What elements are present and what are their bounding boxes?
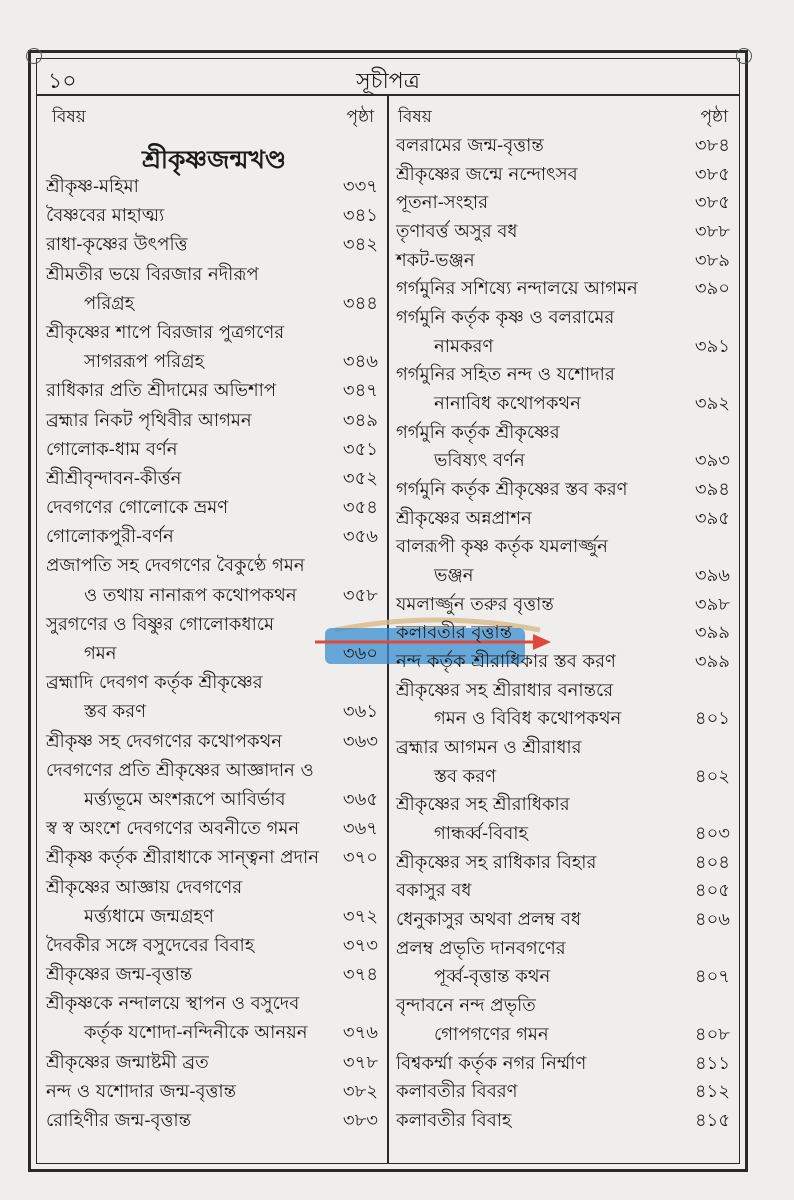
toc-entry-title: শ্রীকৃষ্ণের জন্মাষ্টমী ব্রত (46, 1051, 209, 1073)
toc-entry (46, 1108, 378, 1134)
toc-entry (46, 583, 378, 609)
toc-entry-page: ৩৯৩ (694, 450, 730, 472)
toc-entry-page: ৩৬৭ (342, 818, 378, 840)
toc-entry-title: শ্রীকৃষ্ণের আজ্ঞায় দেবগণের (46, 876, 243, 898)
toc-entry (396, 878, 730, 904)
toc-entry (396, 1022, 730, 1048)
toc-entry-page: ৩৯১ (694, 335, 730, 357)
toc-entry (396, 592, 730, 618)
toc-entry-page: ৩৬০ (342, 643, 378, 664)
toc-entry (396, 477, 730, 503)
left-toc-column (46, 174, 378, 1134)
toc-entry (46, 291, 378, 317)
toc-entry-title: সাগররূপ পরিগ্রহ (84, 351, 205, 373)
toc-entry-title: শ্রীকৃষ্ণের সহ রাধিকার বিহার (396, 851, 597, 873)
toc-entry (396, 936, 730, 962)
toc-entry-title: নামকরণ (434, 335, 494, 357)
toc-entry-title: বৃন্দাবনে নন্দ প্রভৃতি (396, 995, 536, 1017)
toc-entry (46, 1079, 378, 1105)
toc-entry (396, 850, 730, 876)
toc-entry (46, 203, 378, 229)
right-toc-column (396, 133, 730, 1134)
toc-entry-title: ব্রহ্মাদি দেবগণ কর্তৃক শ্রীকৃষ্ণের (46, 672, 263, 694)
toc-entry (396, 219, 730, 245)
toc-entry-page: ৩৯৮ (694, 593, 730, 615)
toc-entry-title: শ্রীকৃষ্ণের সহ শ্রীরাধিকার (396, 794, 570, 816)
toc-entry-title: পূর্ব্ব-বৃত্তান্ত কথন (434, 966, 551, 988)
page-header (36, 58, 740, 96)
toc-entry-title: প্রজাপতি সহ দেবগণের বৈকুণ্ঠে গমন (46, 555, 305, 577)
toc-entry-title: শ্রীশ্রীবৃন্দাবন-কীর্ত্তন (46, 467, 182, 489)
toc-entry-title: বিশ্বকর্ম্মা কর্তৃক নগর নির্ম্মাণ (396, 1052, 587, 1074)
toc-entry-title: পরিগ্রহ (84, 292, 135, 314)
toc-entry-title: নন্দ ও যশোদার জন্ম-বৃত্তান্ত (46, 1080, 236, 1102)
toc-entry-page: ৩৪৬ (342, 351, 378, 373)
toc-entry (396, 362, 730, 388)
toc-entry-title: শ্রীকৃষ্ণ সহ দেবগণের কথোপকথন (46, 730, 282, 752)
toc-entry-page: ৩৭৬ (342, 1022, 378, 1044)
toc-entry-title: ব্রহ্মার আগমন ও শ্রীরাধার (396, 737, 582, 759)
toc-entry-page: ৩৮৩ (342, 1110, 378, 1131)
toc-entry-title: গোপগণের গমন (434, 1023, 549, 1045)
toc-entry (46, 174, 378, 200)
toc-entry-title: নন্দ কর্তৃক শ্রীরাধিকার স্তব করণ (396, 651, 616, 673)
toc-entry-page: ৪০৪ (694, 851, 730, 873)
toc-entry (396, 190, 730, 216)
toc-entry (46, 495, 378, 521)
toc-entry (396, 907, 730, 933)
toc-entry-page: ৪০৬ (694, 909, 730, 931)
toc-entry-page: ৩৪২ (342, 234, 378, 256)
toc-entry-title: ধেনুকাসুর অথবা প্রলম্ব বধ (396, 909, 581, 931)
toc-entry (396, 162, 730, 188)
toc-entry (46, 437, 378, 463)
toc-entry-page: ৩৫৪ (342, 497, 378, 519)
toc-entry-title: ভবিষ্যৎ বর্ণন (434, 450, 525, 472)
toc-entry-page: ৩৭৮ (342, 1051, 378, 1073)
toc-entry (46, 378, 378, 404)
toc-entry (396, 1079, 730, 1105)
toc-entry (46, 845, 378, 871)
toc-entry-title: শ্রীকৃষ্ণের জন্মে নন্দোৎসব (396, 163, 578, 185)
toc-entry (46, 875, 378, 901)
toc-entry-title: ব্রহ্মার নিকট পৃথিবীর আগমন (46, 409, 252, 431)
toc-entry (396, 133, 730, 159)
toc-entry (46, 991, 378, 1017)
toc-entry-page: ৪০৩ (694, 823, 730, 845)
toc-entry-title: ভঞ্জন (434, 565, 474, 587)
toc-entry (396, 534, 730, 560)
toc-entry-page: ৩৪৭ (342, 380, 378, 402)
toc-entry (46, 349, 378, 375)
toc-entry-page: ৩৭০ (342, 847, 378, 869)
toc-entry-title: গোলোক-ধাম বর্ণন (46, 438, 178, 460)
toc-entry-title: নানাবিধ কথোপকথন (434, 393, 581, 415)
toc-entry (46, 262, 378, 288)
toc-entry (46, 612, 378, 638)
toc-entry (46, 787, 378, 813)
toc-entry-page: ৩৬৫ (342, 788, 378, 810)
toc-entry-page: ৩৮৫ (694, 192, 730, 214)
toc-entry-title: শকট-ভঞ্জন (396, 249, 475, 271)
toc-entry-page: ৩৮৫ (694, 163, 730, 185)
toc-entry-page: ৩৮৮ (694, 221, 730, 243)
toc-entry-title: গমন (84, 643, 117, 664)
toc-entry-title: বালরূপী কৃষ্ণ কর্তৃক যমলার্জ্জুন (396, 536, 608, 558)
toc-entry (46, 466, 378, 492)
toc-entry (46, 553, 378, 579)
toc-entry-title: গোলোকপুরী-বর্ণন (46, 526, 174, 548)
toc-entry-title: গর্গমুনি কর্তৃক শ্রীকৃষ্ণের স্তব করণ (396, 479, 628, 501)
toc-entry-page: ৩৮২ (342, 1080, 378, 1102)
right-column-header (398, 104, 728, 132)
toc-entry-title: শ্রীকৃষ্ণের শাপে বিরজার পুত্রগণের (46, 321, 285, 343)
toc-entry (46, 670, 378, 696)
toc-entry (46, 320, 378, 346)
toc-entry (396, 391, 730, 417)
toc-entry-title: দেবগণের প্রতি শ্রীকৃষ্ণের আজ্ঞাদান ও (46, 759, 314, 781)
toc-entry-title: গমন ও বিবিধ কথোপকথন (434, 708, 622, 730)
toc-entry-title: মর্ত্ত্যভূমে অংশরূপে আবির্ভাব (84, 788, 286, 810)
toc-entry (46, 758, 378, 784)
toc-entry-page: ৩৬১ (342, 701, 378, 723)
toc-entry (46, 816, 378, 842)
toc-entry-title: রাধিকার প্রতি শ্রীদামের অভিশাপ (46, 380, 277, 402)
toc-entry-title: গর্গমুনি কর্তৃক কৃষ্ণ ও বলরামের (396, 307, 615, 329)
toc-entry-page: ৩৪৯ (342, 409, 378, 431)
toc-entry-page: ৩৪৪ (342, 292, 378, 314)
toc-entry-page: ৩৫৬ (342, 526, 378, 548)
toc-entry-title: শ্রীকৃষ্ণকে নন্দালয়ে স্থাপন ও বসুদেব (46, 993, 300, 1015)
toc-entry-title: কলাবতীর বৃত্তান্ত (396, 622, 513, 644)
page-heading: পৃষ্ঠা (346, 107, 374, 127)
toc-entry (396, 620, 730, 646)
toc-entry-title: কলাবতীর বিবাহ (396, 1109, 512, 1131)
toc-entry-page: ৪১১ (694, 1052, 730, 1074)
toc-entry-page: ৩৫৮ (342, 584, 378, 606)
toc-entry-page: ৪১৫ (694, 1109, 730, 1131)
toc-entry-title: পূতনা-সংহার (396, 192, 488, 214)
toc-entry (396, 764, 730, 790)
toc-entry (396, 305, 730, 331)
toc-entry-page: ৩৯৬ (694, 565, 730, 587)
toc-entry-title: কর্তৃক যশোদা-নন্দিনীকে আনয়ন (84, 1022, 308, 1044)
toc-entry-page: ৩৫২ (342, 467, 378, 489)
toc-entry-page: ৩৮৯ (694, 249, 730, 271)
toc-entry-page: ৪১২ (694, 1081, 730, 1103)
toc-entry (46, 962, 378, 988)
toc-entry (396, 993, 730, 1019)
toc-entry (396, 1108, 730, 1134)
toc-entry-title: দৈবকীর সঙ্গে বসুদেবের বিবাহ (46, 934, 255, 956)
toc-entry-page: ৩৯২ (694, 393, 730, 415)
page-heading: পৃষ্ঠা (700, 107, 728, 127)
toc-entry-title: বলরামের জন্ম-বৃত্তান্ত (396, 135, 544, 156)
toc-entry-title: শ্রীকৃষ্ণ কর্তৃক শ্রীরাধাকে সান্ত্বনা প্রদান (46, 847, 319, 869)
section-title: শ্রীকৃষ্ণজন্মখণ্ড (141, 145, 287, 174)
toc-entry-page: ৩৯৫ (694, 507, 730, 529)
toc-entry (46, 408, 378, 434)
page-number: ১০ (48, 69, 77, 94)
toc-entry (46, 1050, 378, 1076)
toc-entry (396, 792, 730, 818)
toc-entry (396, 678, 730, 704)
toc-entry (46, 641, 378, 667)
toc-entry-title: স্তব করণ (84, 701, 147, 723)
toc-entry-title: ও তথায় নানারূপ কথোপকথন (84, 584, 297, 606)
toc-entry-page: ৩৯৯ (694, 651, 730, 673)
toc-entry-title: স্ব স্ব অংশে দেবগণের অবনীতে গমন (46, 818, 300, 840)
toc-entry-title: গর্গমুনি কর্তৃক শ্রীকৃষ্ণের (396, 421, 560, 443)
toc-entry-title: কলাবতীর বিবরণ (396, 1081, 518, 1103)
toc-entry (46, 699, 378, 725)
toc-entry (396, 735, 730, 761)
toc-entry-title: তৃণাবর্ত্ত অসুর বধ (396, 221, 518, 243)
toc-entry-title: শ্রীমতীর ভয়ে বিরজার নদীরূপ (46, 263, 259, 285)
left-column-header (52, 104, 374, 132)
toc-entry-title: শ্রীকৃষ্ণের সহ শ্রীরাধার বনান্তরে (396, 679, 614, 701)
toc-entry (396, 706, 730, 732)
toc-entry-page: ৪০৭ (694, 966, 730, 988)
toc-entry-title: বৈষ্ণবের মাহাত্ম্য (46, 205, 165, 227)
toc-entry (396, 649, 730, 675)
toc-entry-title: শ্রীকৃষ্ণের জন্ম-বৃত্তান্ত (46, 964, 193, 986)
toc-entry-title: গর্গমুনির সহিত নন্দ ও যশোদার (396, 364, 615, 386)
toc-entry-page: ৪০৮ (694, 1023, 730, 1045)
toc-entry (396, 448, 730, 474)
toc-entry (46, 232, 378, 258)
toc-entry-page: ৪০৫ (694, 880, 730, 902)
toc-entry-page: ৪০১ (694, 708, 730, 730)
toc-entry-page: ৩৯৯ (694, 622, 730, 644)
toc-entry-title: গান্ধর্ব্ব-বিবাহ (434, 823, 528, 845)
subject-heading: বিষয় (52, 107, 86, 127)
toc-entry (46, 1020, 378, 1046)
toc-entry (396, 248, 730, 274)
toc-entry (396, 506, 730, 532)
toc-entry (396, 420, 730, 446)
toc-entry (396, 563, 730, 589)
toc-entry-page: ৩৩৭ (342, 176, 378, 197)
toc-entry-title: বকাসুর বধ (396, 880, 472, 902)
toc-entry-page: ৩৯০ (694, 278, 730, 300)
toc-entry-title: রোহিণীর জন্ম-বৃত্তান্ত (46, 1110, 192, 1131)
toc-entry-page: ৩৭৪ (342, 964, 378, 986)
toc-entry (46, 729, 378, 755)
toc-entry (46, 524, 378, 550)
toc-entry (396, 964, 730, 990)
toc-entry-page: ৩৮৪ (694, 135, 730, 156)
toc-entry-page: ৩৬৩ (342, 730, 378, 752)
toc-entry-title: মর্ত্ত্যধামে জন্মগ্রহণ (84, 905, 214, 927)
page-title: সূচীপত্র (356, 69, 420, 94)
toc-entry-title: শ্রীকৃষ্ণের অন্নপ্রাশন (396, 507, 532, 529)
toc-entry-page: ৩৭৩ (342, 934, 378, 956)
toc-entry-title: স্তব করণ (434, 765, 497, 787)
toc-entry-title: রাধা-কৃষ্ণের উৎপত্তি (46, 234, 188, 256)
toc-entry (396, 334, 730, 360)
subject-heading: বিষয় (398, 107, 432, 127)
toc-entry-title: সুরগণের ও বিষ্ণুর গোলোকধামে (46, 613, 275, 635)
toc-entry-page: ৩৪১ (342, 205, 378, 227)
toc-entry (46, 904, 378, 930)
toc-entry-page: ৩৭২ (342, 905, 378, 927)
toc-entry-page: ৪০২ (694, 765, 730, 787)
toc-entry (396, 821, 730, 847)
toc-entry-title: প্রলম্ব প্রভৃতি দানবগণের (396, 937, 566, 959)
toc-entry-page: ৩৯৪ (694, 479, 730, 501)
toc-entry (396, 276, 730, 302)
toc-entry-title: যমলার্জ্জুন তরুর বৃত্তান্ত (396, 593, 554, 615)
toc-entry-title: শ্রীকৃষ্ণ-মহিমা (46, 176, 139, 197)
toc-entry-page: ৩৫১ (342, 438, 378, 460)
toc-entry-title: দেবগণের গোলোকে ভ্রমণ (46, 497, 229, 519)
toc-entry-title: গর্গমুনির সশিষ্যে নন্দালয়ে আগমন (396, 278, 638, 300)
toc-entry (46, 933, 378, 959)
toc-entry (396, 1051, 730, 1077)
